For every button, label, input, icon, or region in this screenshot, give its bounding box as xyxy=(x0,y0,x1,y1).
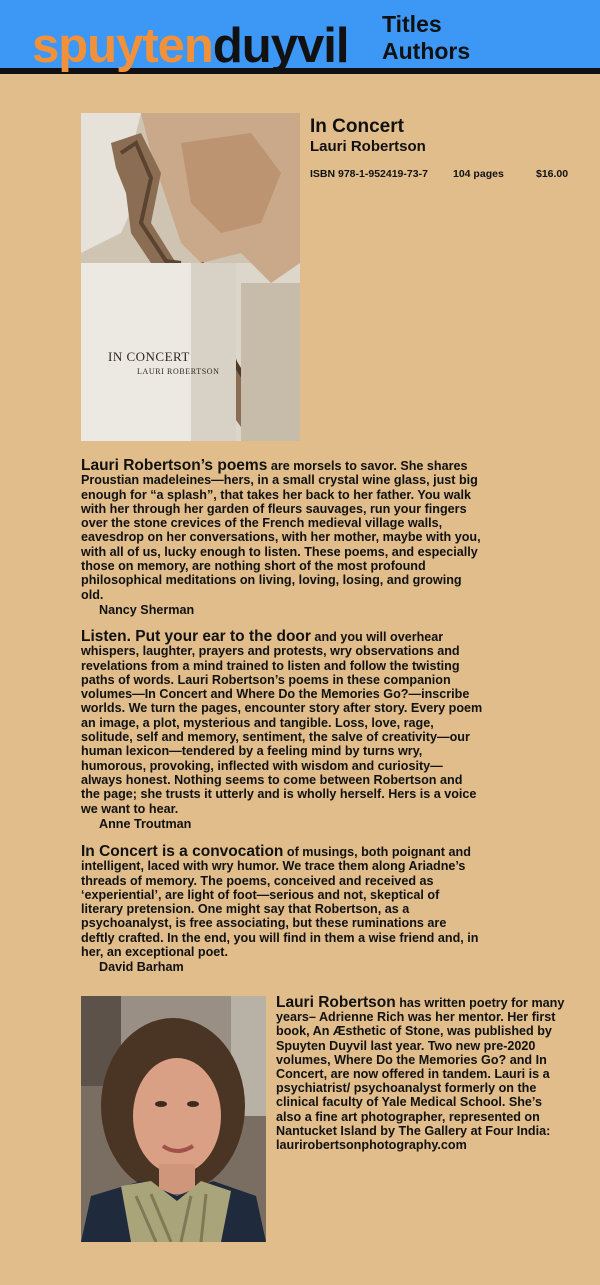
book-price: $16.00 xyxy=(536,168,569,180)
book-cover-image xyxy=(81,113,300,441)
book-title: In Concert xyxy=(310,116,404,137)
review-text: are morsels to savor. She shares Proustian madeleines—hers, in a small crystal wine glass, just big enough for “a splash”, that takes her back to her father. You walk with her through her garden of fleurs sauvages, run your fingers over the stone crevices of the French medieval village walls, eavesdrop on her conversations, with her mother, maybe with you, with all of us, lucky enough to listen. These poems, and especially those on memory, are nothing short of the most profound philosophical meditations on living, loving, losing, and growing old. xyxy=(81,459,481,602)
book-author: Lauri Robertson xyxy=(310,138,426,155)
top-nav xyxy=(382,11,470,65)
book-pages: 104 pages xyxy=(453,168,504,180)
book-isbn: ISBN 978-1-952419-73-7 xyxy=(310,168,428,180)
review-block xyxy=(81,845,483,975)
review-text: and you will overhear whispers, laughter, prayers and protests, wry observations and revelations from a mind trained to listen and follow the twisting paths of words. Lauri Robertson’s poems in these companion volumes—In Concert and Where Do the Memories Go?—inscribe worlds. We turn the pages, encounter story after story. Every poem an image, a plot, mysterious and tangible. Loss, love, rage, solitude, self and memory, sentiment, the salve of creativity—our human lexicon—tendered by a feeling mind by turns wry, humorous, provoking, inflected with wisdom and curiosity—always honest. Nothing seems to come between Robertson and the page; she trusts it utterly and is wholly herself. Hers is a voice we want to hear. xyxy=(81,630,483,816)
bio-lead: Lauri Robertson xyxy=(276,994,396,1011)
review-block xyxy=(81,630,483,831)
review-text: of musings, both poignant and intelligent, laced with wry humor. We trace them along Ariadne’s threads of memory. The poems, conceived and received as ‘experiential’, are light of foot—serious and not, skeptical of literary pretension. One might say that Robertson, as a psychoanalyst, is free associating, but these ruminations are deftly crafted. In the end, you will find in them a wise friend and, in her, an exceptional poet. xyxy=(81,845,479,960)
logo-part-spuyten: spuyten xyxy=(32,19,213,73)
nav-authors-link[interactable]: Authors xyxy=(382,38,471,64)
site-logo[interactable] xyxy=(32,19,349,73)
logo-part-duyvil: duyvil xyxy=(212,19,349,73)
cover-author-text: LAURI ROBERTSON xyxy=(137,367,220,376)
review-author: Anne Troutman xyxy=(99,816,192,831)
review-lead: In Concert is a convocation xyxy=(81,843,284,860)
review-lead: Listen. Put your ear to the door xyxy=(81,628,311,645)
review-author: Nancy Sherman xyxy=(99,602,195,617)
review-author: David Barham xyxy=(99,960,184,975)
bio-text: has written poetry for many years– Adrienne Rich was her mentor. Her first book, An Æsthetic of Stone, was published by Spuyten Duyvil last year. Two new pre-2020 volumes, Where Do the Memories Go? and In Concert, are now offered in tandem. Lauri is a psychiatrist/ psychoanalyst formerly on the clinical faculty of Yale Medical School. She’s also a fine art photographer, represented on Nantucket Island by The Gallery at Four India: laurirobertsonphotography.com xyxy=(276,996,565,1153)
cover-title-text: IN CONCERT xyxy=(108,349,190,364)
author-bio xyxy=(276,996,566,1152)
review-block xyxy=(81,459,483,617)
author-photo xyxy=(81,996,266,1242)
nav-titles-link[interactable]: Titles xyxy=(382,11,442,37)
review-lead: Lauri Robertson’s poems xyxy=(81,457,268,474)
